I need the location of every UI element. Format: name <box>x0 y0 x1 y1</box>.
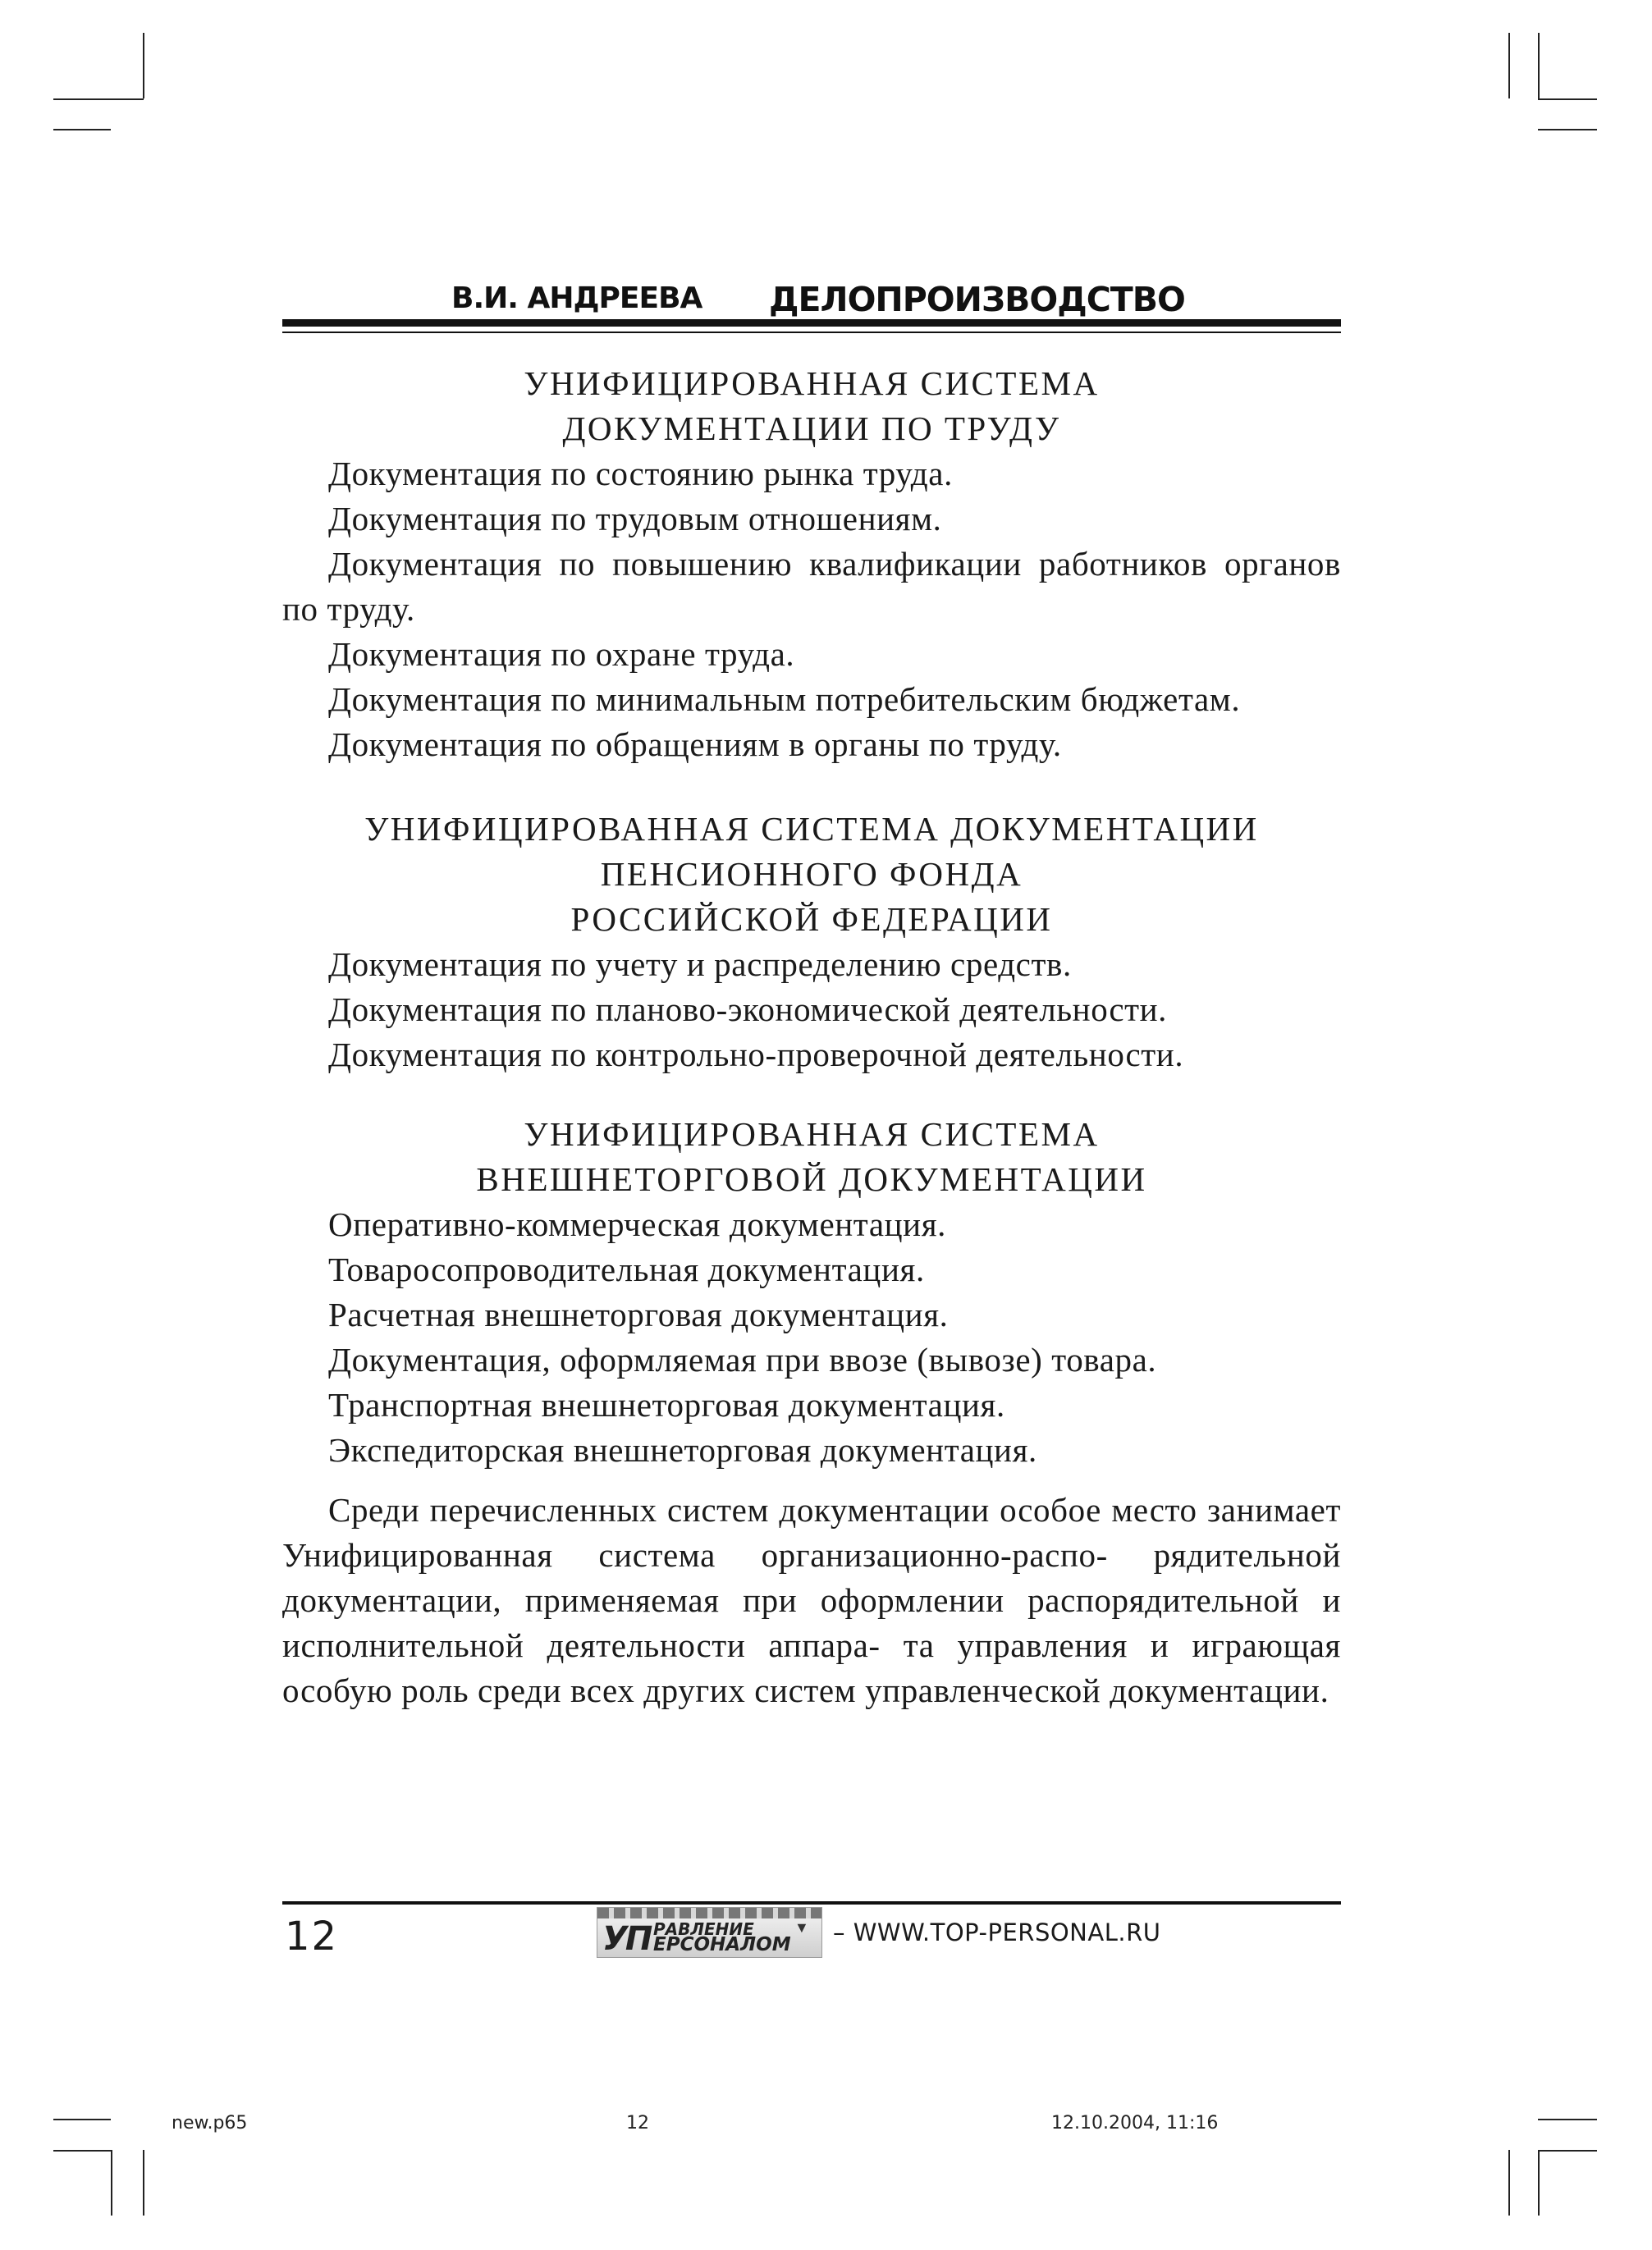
list-item: Оперативно-коммерческая документация. <box>328 1205 947 1243</box>
list-item: Документация по трудовым отношениям. <box>328 500 942 537</box>
crop-mark <box>1538 2150 1540 2216</box>
list-item: Экспедиторская внешнеторговая документация. <box>328 1431 1037 1469</box>
list-item: Документация по состоянию рынка труда. <box>328 455 953 492</box>
section-foreign-trade <box>282 1112 1341 1473</box>
section-pension-fund <box>282 807 1341 1077</box>
section-title-line: УНИФИЦИРОВАННАЯ СИСТЕМА <box>524 364 1100 402</box>
logo-cover-strip <box>597 1908 821 1918</box>
crop-mark <box>111 2150 112 2216</box>
closing-paragraph: Среди перечисленных систем документации особое место занимает Унифицированная система организационно-распо- рядительной документации, применяемая при оформлении распорядительной и исполнительной деятельности аппара- та управления и играющая особую роль среди всех других систем управленческой документации. <box>282 1491 1341 1709</box>
list-item: Документация, оформляемая при ввозе (вывозе) товара. <box>328 1341 1157 1379</box>
section-title-line: ВНЕШНЕТОРГОВОЙ ДОКУМЕНТАЦИИ <box>476 1160 1147 1198</box>
crop-mark <box>53 129 111 130</box>
crop-mark <box>1538 129 1597 130</box>
crop-mark <box>1538 33 1540 98</box>
running-head <box>451 281 1338 322</box>
list-item: Документация по планово-экономической деятельности. <box>328 990 1168 1028</box>
magazine-logo <box>597 1907 822 1958</box>
section-title-line: УНИФИЦИРОВАННАЯ СИСТЕМА ДОКУМЕНТАЦИИ <box>364 810 1259 848</box>
footer-rule <box>282 1901 1341 1905</box>
section-title-line: ДОКУМЕНТАЦИИ ПО ТРУДУ <box>562 409 1061 447</box>
section-labor <box>282 361 1341 767</box>
list-item: Документация по контрольно-проверочной деятельности. <box>328 1036 1184 1073</box>
logo-text-line2: ЕРСОНАЛОМ <box>653 1934 791 1955</box>
page-number: 12 <box>285 1914 339 1960</box>
crop-mark <box>53 2119 111 2120</box>
list-item: Транспортная внешнеторговая документация. <box>328 1386 1005 1424</box>
crop-mark <box>53 98 144 100</box>
crop-mark <box>1508 2150 1510 2216</box>
list-item: Документация по обращениям в органы по труду. <box>328 725 1062 763</box>
crop-mark <box>53 2150 111 2152</box>
slug-datetime: 12.10.2004, 11:16 <box>1051 2113 1219 2133</box>
running-head-title: ДЕЛОПРОИЗВОДСТВО <box>769 280 1185 319</box>
list-item: Товаросопроводительная документация. <box>328 1251 925 1288</box>
list-item: Документация по повышению квалификации работников органов по труду. <box>282 545 1341 628</box>
website-link[interactable]: – WWW.TOP-PERSONAL.RU <box>833 1918 1161 1946</box>
slug-filename: new.p65 <box>172 2113 248 2133</box>
section-title-line: УНИФИЦИРОВАННАЯ СИСТЕМА <box>524 1115 1100 1153</box>
crop-mark <box>143 33 144 98</box>
crop-mark <box>143 2150 144 2216</box>
header-rule <box>282 319 1341 327</box>
logo-text-line1: РАВЛЕНИЕ <box>653 1919 754 1939</box>
logo-letters: УП <box>602 1920 651 1958</box>
arrow-down-icon: ▼ <box>794 1919 809 1936</box>
slug-page: 12 <box>626 2113 649 2133</box>
section-title-line: ПЕНСИОННОГО ФОНДА <box>600 855 1023 893</box>
header-rule-thin <box>282 332 1341 333</box>
list-item: Расчетная внешнеторговая документация. <box>328 1296 949 1333</box>
section-title-line: РОССИЙСКОЙ ФЕДЕРАЦИИ <box>570 900 1053 938</box>
page-body <box>282 361 1341 1713</box>
crop-mark <box>1538 98 1597 100</box>
crop-mark <box>1538 2150 1597 2152</box>
list-item: Документация по охране труда. <box>328 635 795 673</box>
list-item: Документация по учету и распределению средств. <box>328 945 1072 983</box>
running-head-author: В.И. АНДРЕЕВА <box>451 281 702 315</box>
list-item: Документация по минимальным потребительским бюджетам. <box>328 680 1241 718</box>
crop-mark <box>1538 2119 1597 2120</box>
crop-mark <box>1508 33 1510 98</box>
